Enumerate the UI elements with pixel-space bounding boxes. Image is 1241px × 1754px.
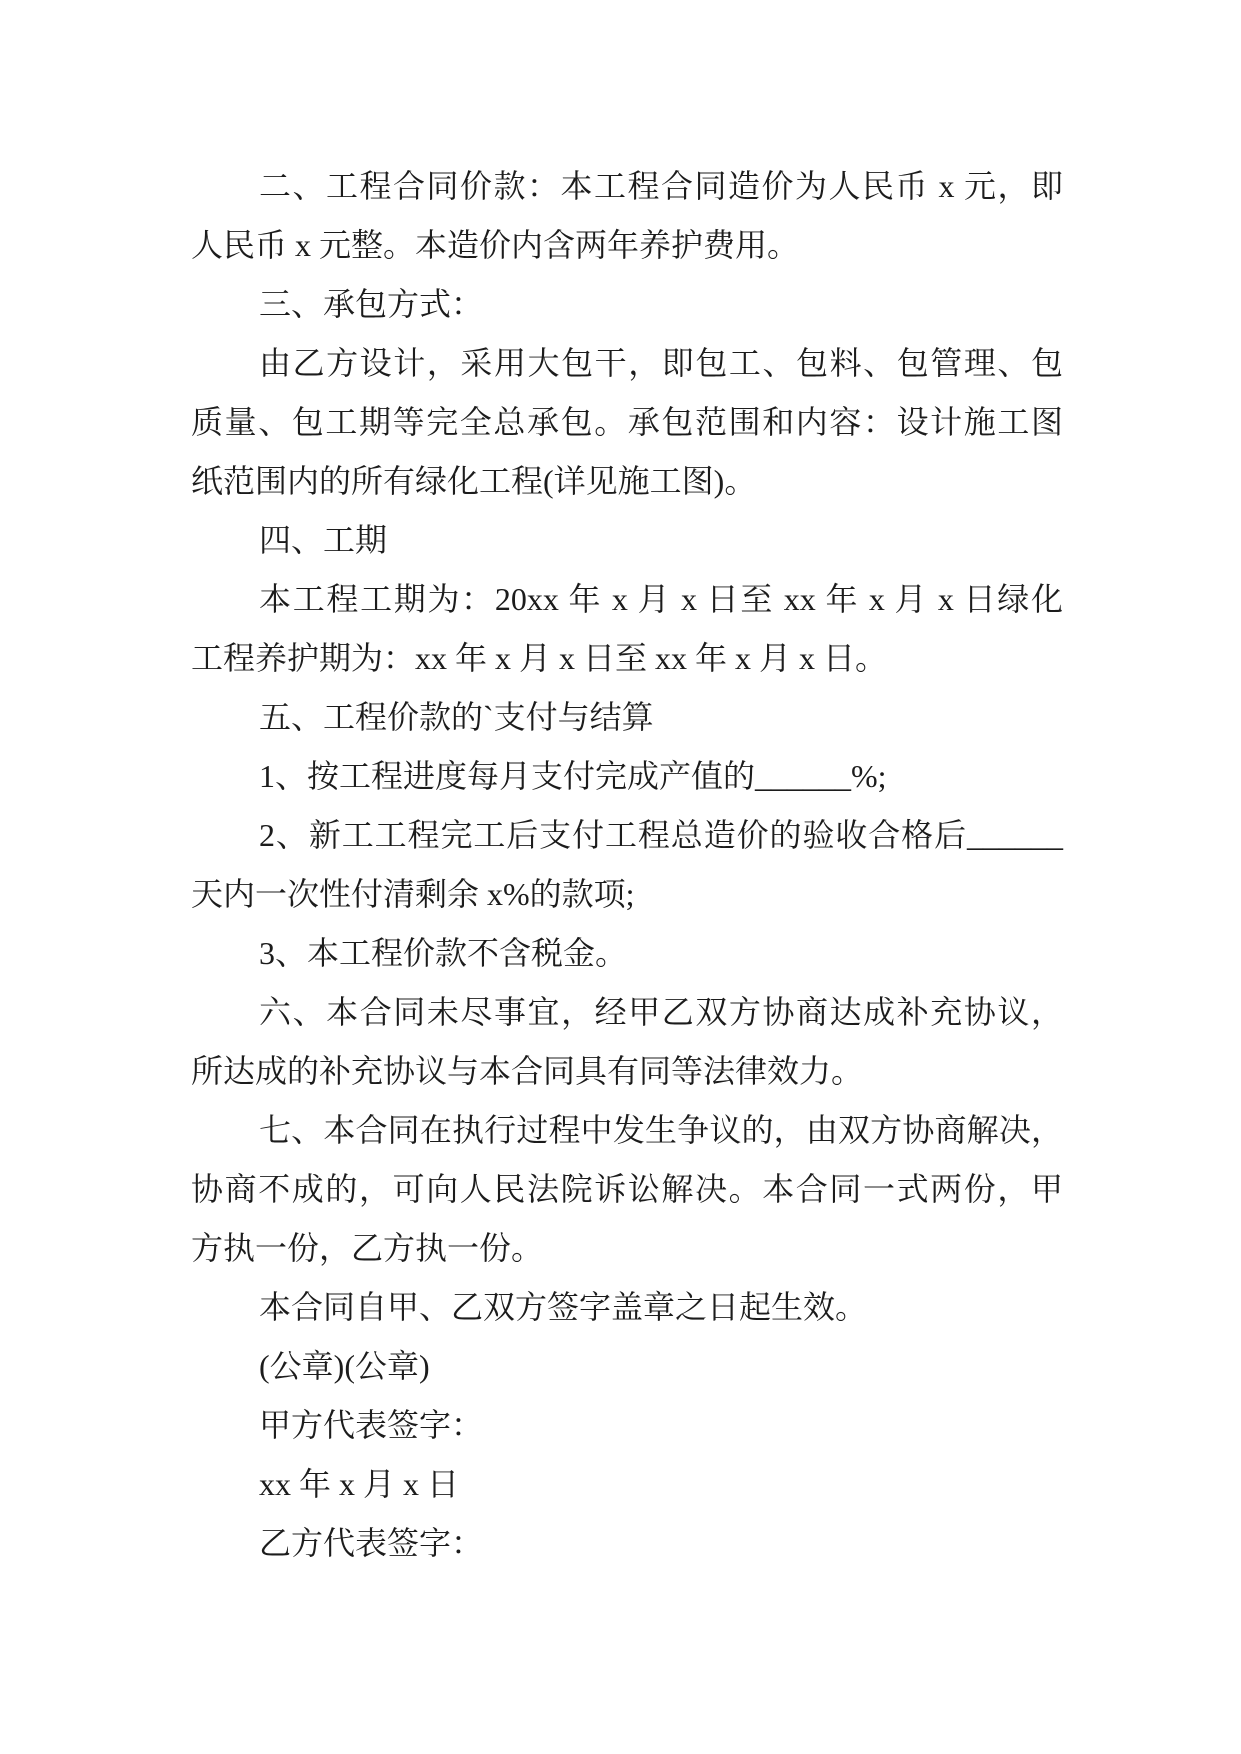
paragraph-contracting-scope (191, 334, 1063, 511)
text-line: (公章)(公章) (259, 1348, 430, 1384)
text-line: 本合同自甲、乙双方签字盖章之日起生效。 (259, 1289, 868, 1325)
text-line: 2、新工工程完工后支付工程总造价的验收合格后______ (259, 817, 1063, 853)
text-line: 二、工程合同价款：本工程合同造价为人民币 x 元，即 (259, 168, 1063, 204)
text-line: 工程养护期为：xx 年 x 月 x 日至 xx 年 x 月 x 日。 (191, 640, 888, 676)
party-a-signature (191, 1396, 1063, 1455)
text-line: 协商不成的，可向人民法院诉讼解决。本合同一式两份，甲 (191, 1171, 1063, 1207)
text-line: 所达成的补充协议与本合同具有同等法律效力。 (191, 1053, 864, 1089)
text-line: 六、本合同未尽事宜，经甲乙双方协商达成补充协议， (259, 994, 1063, 1030)
text-line: 纸范围内的所有绿化工程(详见施工图)。 (191, 463, 757, 499)
text-line: 七、本合同在执行过程中发生争议的，由双方协商解决， (259, 1112, 1063, 1148)
party-b-signature (191, 1514, 1063, 1573)
signature-date (191, 1455, 1063, 1514)
document-body (191, 157, 1063, 1573)
text-line: 质量、包工期等完全总承包。承包范围和内容：设计施工图 (191, 404, 1063, 440)
text-line: 人民币 x 元整。本造价内含两年养护费用。 (191, 227, 800, 263)
text-line: xx 年 x 月 x 日 (259, 1466, 460, 1502)
text-line: 五、工程价款的`支付与结算 (259, 699, 654, 735)
paragraph-contract-price (191, 157, 1063, 275)
text-line: 方执一份，乙方执一份。 (191, 1230, 544, 1266)
paragraph-schedule (191, 570, 1063, 688)
text-line: 四、工期 (259, 522, 388, 558)
payment-clause-2 (191, 806, 1063, 924)
payment-clause-1 (191, 747, 1063, 806)
text-line: 1、按工程进度每月支付完成产值的______%; (259, 758, 887, 794)
text-line: 本工程工期为：20xx 年 x 月 x 日至 xx 年 x 月 x 日绿化 (259, 581, 1063, 617)
section-heading-payment (191, 688, 1063, 747)
payment-clause-3 (191, 924, 1063, 983)
text-line: 3、本工程价款不含税金。 (259, 935, 628, 971)
text-line: 甲方代表签字： (259, 1407, 484, 1443)
section-heading-contracting-method (191, 275, 1063, 334)
section-heading-schedule (191, 511, 1063, 570)
paragraph-dispute-resolution (191, 1101, 1063, 1278)
paragraph-supplementary-agreement (191, 983, 1063, 1101)
text-line: 由乙方设计，采用大包干，即包工、包料、包管理、包 (259, 345, 1063, 381)
seal-placeholders (191, 1337, 1063, 1396)
paragraph-effective-clause (191, 1278, 1063, 1337)
text-line: 天内一次性付清剩余 x%的款项; (191, 876, 635, 912)
text-line: 乙方代表签字： (259, 1525, 484, 1561)
text-line: 三、承包方式： (259, 286, 484, 322)
